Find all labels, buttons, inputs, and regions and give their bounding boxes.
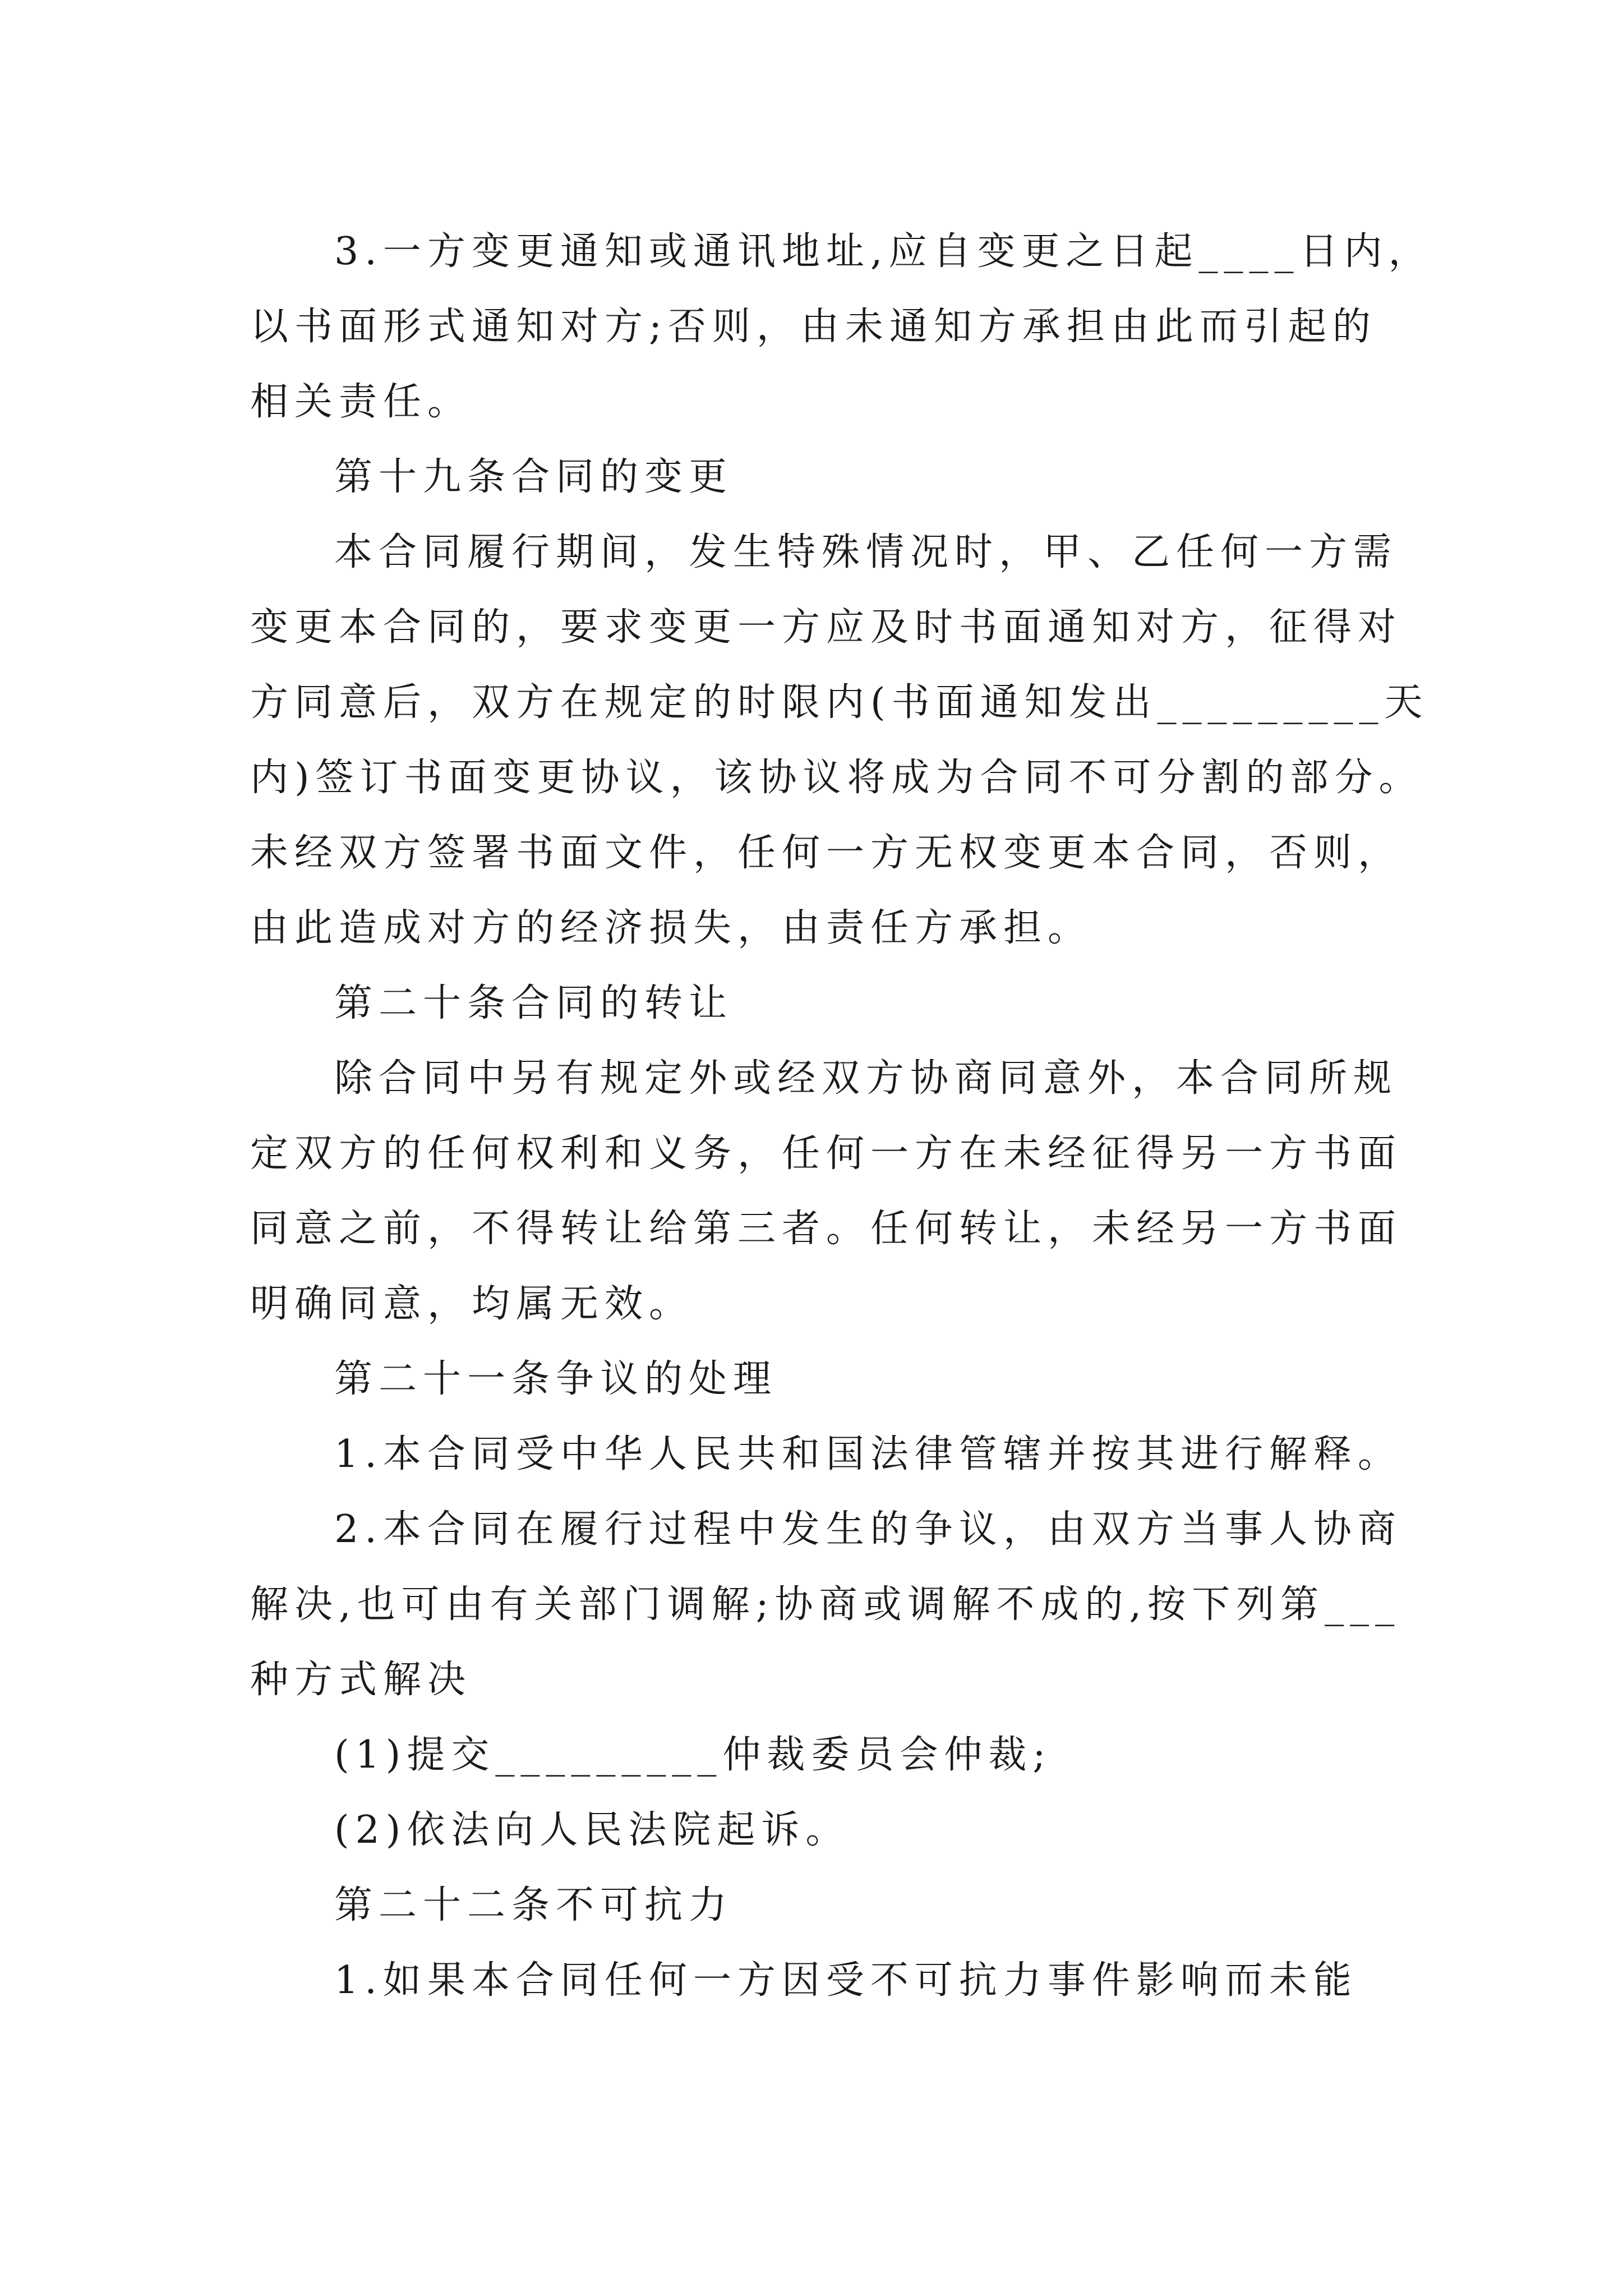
text-line: (1)提交_________仲裁委员会仲裁; [334, 1733, 1052, 1777]
text-line: 由此造成对方的经济损失，由责任方承担。 [250, 906, 1092, 950]
text-line: 1.如果本合同任何一方因受不可抗力事件影响而未能 [334, 1958, 1358, 2003]
text-line: 相关责任。 [250, 380, 472, 424]
section-heading: 第二十条合同的转让 [334, 981, 734, 1025]
text-line: 本合同履行期间，发生特殊情况时，甲、乙任何一方需 [334, 530, 1398, 574]
text-line: 种方式解决 [250, 1658, 472, 1702]
text-line: 同意之前，不得转让给第三者。任何转让，未经另一方书面 [250, 1207, 1403, 1251]
text-line: 2.本合同在履行过程中发生的争议，由双方当事人协商 [334, 1507, 1402, 1552]
text-line: 以书面形式通知对方;否则，由未通知方承担由此而引起的 [250, 305, 1377, 349]
text-line: 定双方的任何权利和义务，任何一方在未经征得另一方书面 [250, 1131, 1403, 1176]
text-line: (2)依法向人民法院起诉。 [334, 1808, 850, 1852]
section-heading: 第二十一条争议的处理 [334, 1357, 778, 1401]
section-heading: 第十九条合同的变更 [334, 455, 734, 499]
contract-text [250, 214, 1433, 2018]
text-line: 除合同中另有规定外或经双方协商同意外，本合同所规 [334, 1056, 1398, 1101]
text-line: 明确同意，均属无效。 [250, 1282, 694, 1326]
text-line: 1.本合同受中华人民共和国法律管辖并按其进行解释。 [334, 1432, 1402, 1476]
text-line: 解决,也可由有关部门调解;协商或调解不成的,按下列第___ [250, 1582, 1401, 1627]
section-heading: 第二十二条不可抗力 [334, 1883, 734, 1927]
text-line: 方同意后，双方在规定的时限内(书面通知发出_________天 [250, 680, 1429, 725]
text-line: 3.一方变更通知或通讯地址,应自变更之日起____日内， [334, 229, 1433, 274]
text-line: 未经双方签署书面文件，任何一方无权变更本合同，否则， [250, 831, 1403, 875]
text-line: 变更本合同的，要求变更一方应及时书面通知对方，征得对 [250, 605, 1403, 650]
text-line: 内)签订书面变更协议，该协议将成为合同不可分割的部分。 [250, 756, 1423, 800]
